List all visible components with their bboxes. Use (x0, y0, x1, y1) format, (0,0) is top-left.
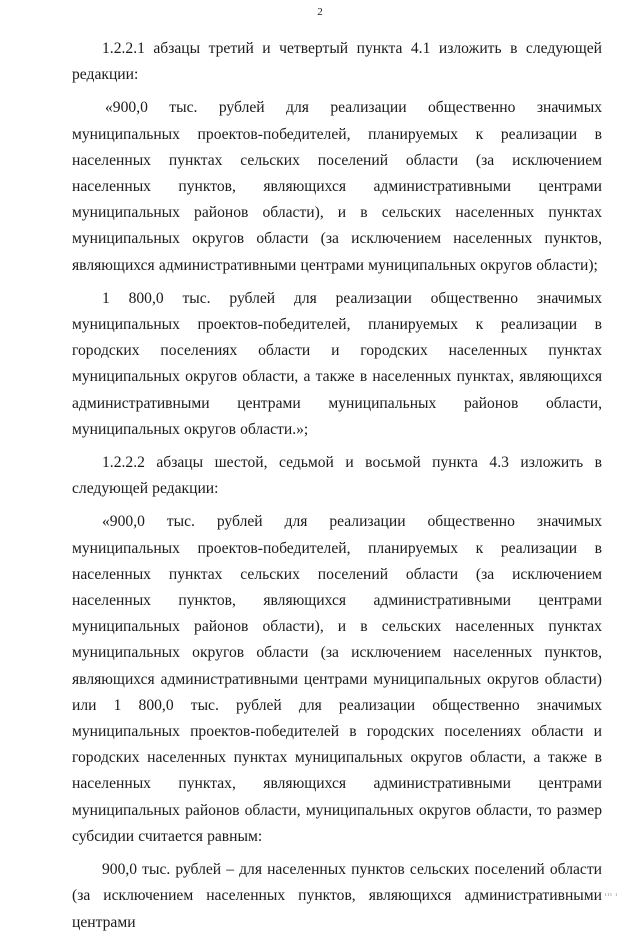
paragraph-900-rural: «900,0 тыс. рублей для реализации общественно значимых муниципальных проектов-победителей, планируемых к реализации в населенных пунктах сельских поселений области (за исключением населенных пунктов, являющихся административными центрами муниципальных районов области), и в сельских населенных пунктах муниципальных округов области (за исключением населенных пунктов, являющихся административными центрами муниципальных округов области); (72, 99, 602, 274)
paragraph-1800-urban: 1 800,0 тыс. рублей для реализации общественно значимых муниципальных проектов-победителей, планируемых к реализации в городских поселениях области и городских населенных пунктах муниципальных округов области, а также в населенных пунктах, являющихся административными центрами муниципальных районов области, муниципальных округов области.»; (72, 289, 602, 438)
paragraph-subsidy-size: «900,0 тыс. рублей для реализации общественно значимых муниципальных проектов-победителей, планируемых к реализации в населенных пунктах сельских поселений области (за исключением населенных пунктов, являющихся административными центрами муниципальных районов области), и в сельских населенных пунктах муниципальных округов области (за исключением населенных пунктов, являющихся административными центрами муниципальных округов области) или 1 800,0 тыс. рублей для реализации общественно значимых муниципальных проектов-победителей в городских поселениях области и городских населенных пунктах муниципальных округов области, а также в населенных пунктах, являющихся административными центрами муниципальных районов области, муниципальных округов области, то размер субсидии считается равным: (72, 513, 602, 845)
paragraph-amendment-4-3: 1.2.2.2 абзацы шестой, седьмой и восьмой пункта 4.3 изложить в следующей редакции: (72, 454, 602, 498)
paragraph-amendment-4-1: 1.2.2.1 абзацы третий и четвертый пункта 4.1 изложить в следующей редакции: (72, 40, 602, 84)
paragraph-900-rural-settlements: 900,0 тыс. рублей – для населенных пунктов сельских поселений области (за исключением населенных пунктов, являющихся административными центрами (72, 861, 602, 931)
document-body (72, 36, 602, 943)
page-number: 2 (317, 6, 323, 18)
footer-scan-mark: ııı ı (604, 892, 618, 898)
